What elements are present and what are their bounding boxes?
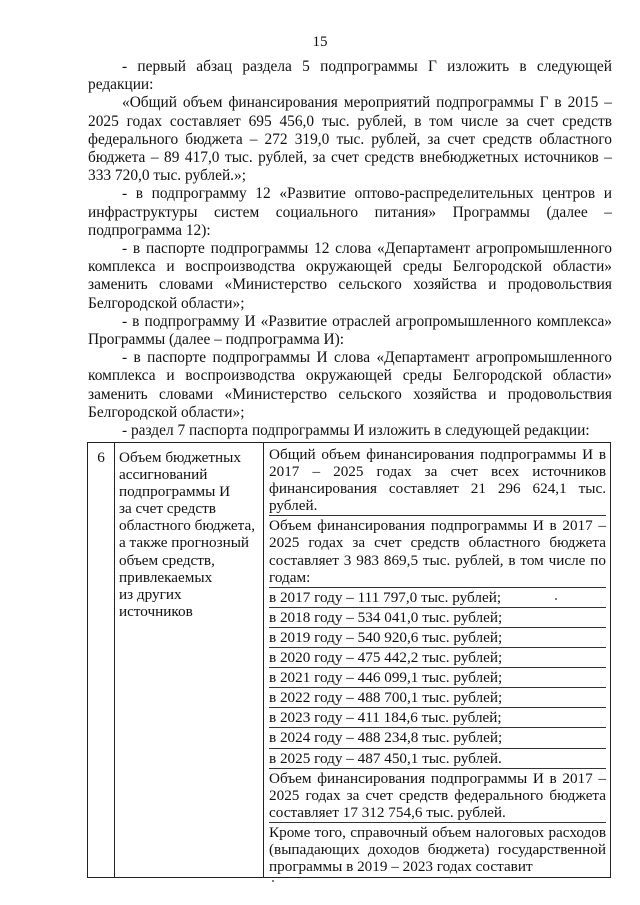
scan-speck	[272, 880, 274, 882]
year-line: в 2018 году – 534 041,0 тыс. рублей;	[269, 609, 606, 628]
name-line: за счет средств	[119, 500, 216, 518]
row-content-cell	[264, 443, 611, 878]
name-line: Объем бюджетных	[119, 449, 241, 466]
name-line: источников	[119, 602, 193, 620]
paragraph: - в паспорте подпрограммы 12 слова «Департамент агропромышленного комплекса и воспроизводства окружающей среды Белгородской области» заменить словами «Министерство сельского хозяйства и продовольствия Белгородской области»;	[88, 240, 612, 312]
year-line: в 2021 году – 446 099,1 тыс. рублей;	[269, 669, 606, 688]
paragraph: «Общий объем финансирования мероприятий подпрограммы Г в 2015 – 2025 годах составляет 695 456,0 тыс. рублей, в том числе за счет средств федерального бюджета – 272 319,0 тыс. рублей, за счет средств областного бюджета – 89 417,0 тыс. рублей, за счет средств внебюджетных источников – 333 720,0 тыс. рублей.»;	[88, 94, 612, 185]
paragraph: - в паспорте подпрограммы И слова «Департамент агропромышленного комплекса и воспроизводства окружающей среды Белгородской области» заменить словами «Министерство сельского хозяйства и продовольствия Белгородской области»;	[88, 349, 612, 421]
name-line: объем средств,	[119, 551, 215, 569]
passport-table	[87, 442, 611, 878]
year-line: в 2023 году – 411 184,6 тыс. рублей;	[269, 709, 606, 728]
name-line: из других	[119, 585, 182, 603]
paragraph: - первый абзац раздела 5 подпрограммы Г изложить в следующей редакции:	[88, 58, 612, 94]
year-line: в 2019 году – 540 920,6 тыс. рублей;	[269, 629, 606, 648]
row-number-cell: 6	[88, 443, 115, 878]
year-line: в 2020 году – 475 442,2 тыс. рублей;	[269, 649, 606, 668]
tax-expenditure-text: Кроме того, справочный объем налоговых расходов (выпадающих доходов бюджета) государственной программы в 2019 – 2023 годах составит	[269, 823, 606, 876]
year-line: в 2022 году – 488 700,1 тыс. рублей;	[269, 689, 606, 708]
paragraph: - раздел 7 паспорта подпрограммы И изложить в следующей редакции:	[122, 422, 590, 440]
federal-financing-text: Объем финансирования подпрограммы И в 2017 – 2025 годах за счет средств федерального бюджета составляет 17 312 754,6 тыс. рублей.	[269, 770, 606, 823]
name-line: областного бюджета,	[119, 517, 256, 535]
body-text	[88, 58, 612, 440]
year-line: в 2025 году – 487 450,1 тыс. рублей.	[269, 750, 606, 769]
year-line: в 2017 году – 111 797,0 тыс. рублей;	[269, 589, 606, 608]
paragraph: - в подпрограмму И «Развитие отраслей агропромышленного комплекса» Программы (далее – подпрограмма И):	[88, 312, 612, 349]
year-line: в 2024 году – 488 234,8 тыс. рублей;	[269, 729, 606, 748]
total-financing-text: Общий объем финансирования подпрограммы И в 2017 – 2025 годах за счет всех источников финансирования составляет 21 296 624,1 тыс. рублей.	[269, 446, 606, 516]
page-number: 15	[312, 34, 328, 50]
table-row	[88, 443, 611, 878]
name-line: а также прогнозный	[119, 534, 250, 552]
row-name-cell	[115, 443, 264, 878]
paragraph: - в подпрограмму 12 «Развитие оптово-распределительных центров и инфраструктуры систем социального питания» Программы (далее – подпрограмма 12):	[88, 185, 612, 239]
name-line: привлекаемых	[119, 568, 213, 586]
regional-financing-text: Объем финансирования подпрограммы И в 2017 – 2025 годах за счет средств областного бюджета составляет 3 983 869,5 тыс. рублей, в том числе по годам:	[269, 517, 606, 587]
name-line: ассигнований	[119, 466, 208, 484]
scan-speck	[555, 598, 557, 600]
name-line: подпрограммы И	[119, 483, 231, 501]
